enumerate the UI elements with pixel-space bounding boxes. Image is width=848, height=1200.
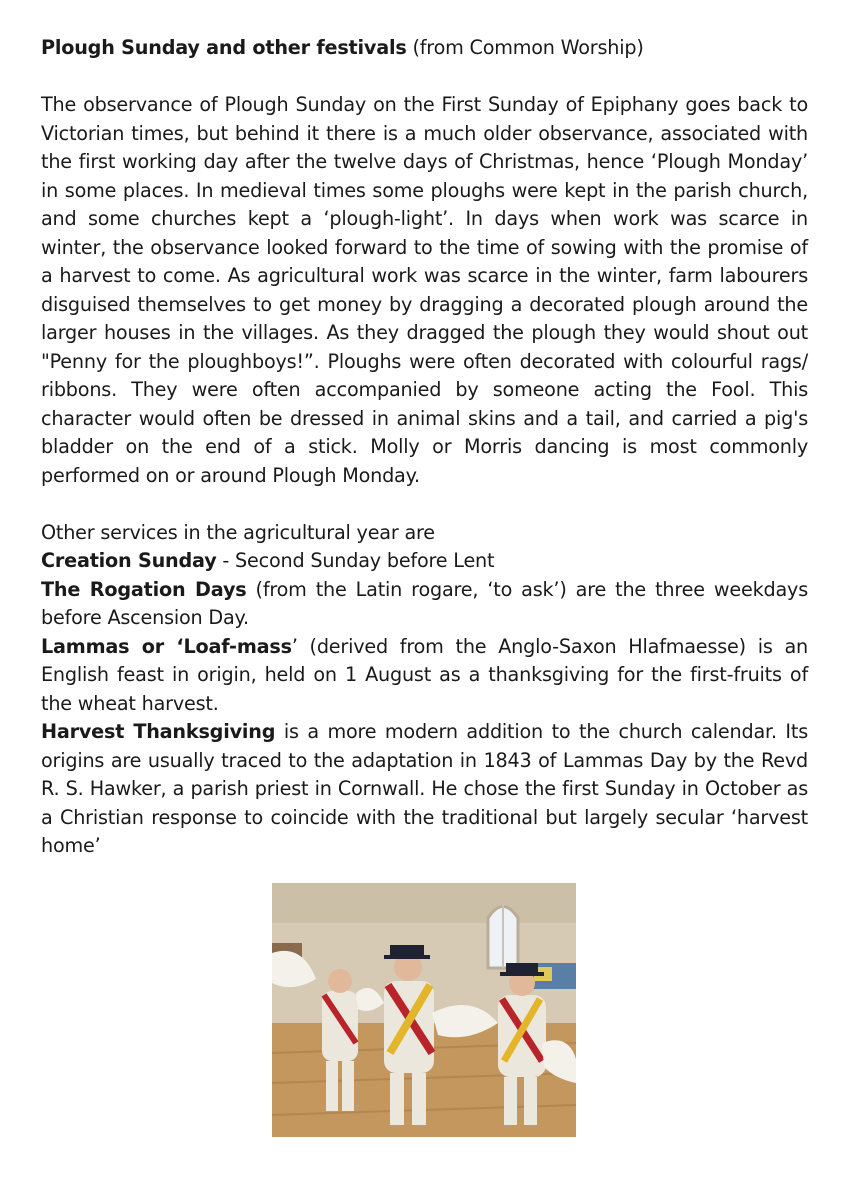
service-description: ’ (derived from the Anglo-Saxon Hlafmaesse) is an English feast in origin, held on 1 August as a thanksgiving for the first-fruits of the wheat harvest.	[41, 634, 809, 715]
document-heading	[41, 34, 808, 63]
service-harvest-thanksgiving	[41, 718, 808, 861]
service-title: Creation Sunday	[41, 549, 217, 572]
service-description: - Second Sunday before Lent	[216, 549, 495, 572]
spacer	[41, 63, 808, 92]
photo-ceiling	[272, 883, 576, 923]
heading-bold: Plough Sunday and other festivals	[41, 36, 407, 59]
service-title: The Rogation Days	[41, 577, 247, 601]
service-creation-sunday	[41, 547, 808, 576]
photo-illustration	[272, 883, 576, 1137]
service-description: (from the Latin rogare, ‘to ask’) are the three weekdays before Ascension Day.	[41, 577, 808, 629]
services-intro: Other services in the agricultural year are	[41, 520, 435, 544]
service-description: is a more modern addition to the church calendar. Its origins are usually traced to the adaptation in 1843 of Lammas Day by the Revd R. S. Hawker, a parish priest in Cornwall. He chose the first Sunday in October as a Christian response to coincide with the traditional but largely secular ‘harvest home’	[41, 720, 808, 857]
service-rogation-days	[41, 576, 808, 633]
intro-paragraph: The observance of Plough Sunday on the First Sunday of Epiphany goes back to Victorian times, but behind it there is a much older observance, associated with the first working day after the twelve days of Christmas, hence ‘Plough Monday’ in some places. In medieval times some ploughs were kept in the parish church, and some churches kept a ‘plough-light’. In days when work was scarce in winter, the observance looked forward to the time of sowing with the promise of a harvest to come. As agricultural work was scarce in the winter, farm labourers disguised themselves to get money by dragging a decorated plough around the larger houses in the villages. As they dragged the plough they would shout out "Penny for the ploughboys!”. Ploughs were often decorated with colourful rags/ ribbons. They were often accompanied by someone acting the Fool. This character would often be dressed in animal skins and a tail, and carried a pig's bladder on the end of a stick. Molly or Morris dancing is most commonly performed on or around Plough Monday.	[41, 93, 808, 487]
service-lammas	[41, 633, 808, 719]
spacer	[41, 490, 808, 519]
morris-dancers-photo	[272, 883, 576, 1137]
service-title: Harvest Thanksgiving	[41, 720, 276, 743]
service-title: Lammas or ‘Loaf-mass	[41, 634, 292, 658]
heading-source: (from Common Worship)	[406, 36, 644, 59]
document-page	[41, 34, 808, 861]
